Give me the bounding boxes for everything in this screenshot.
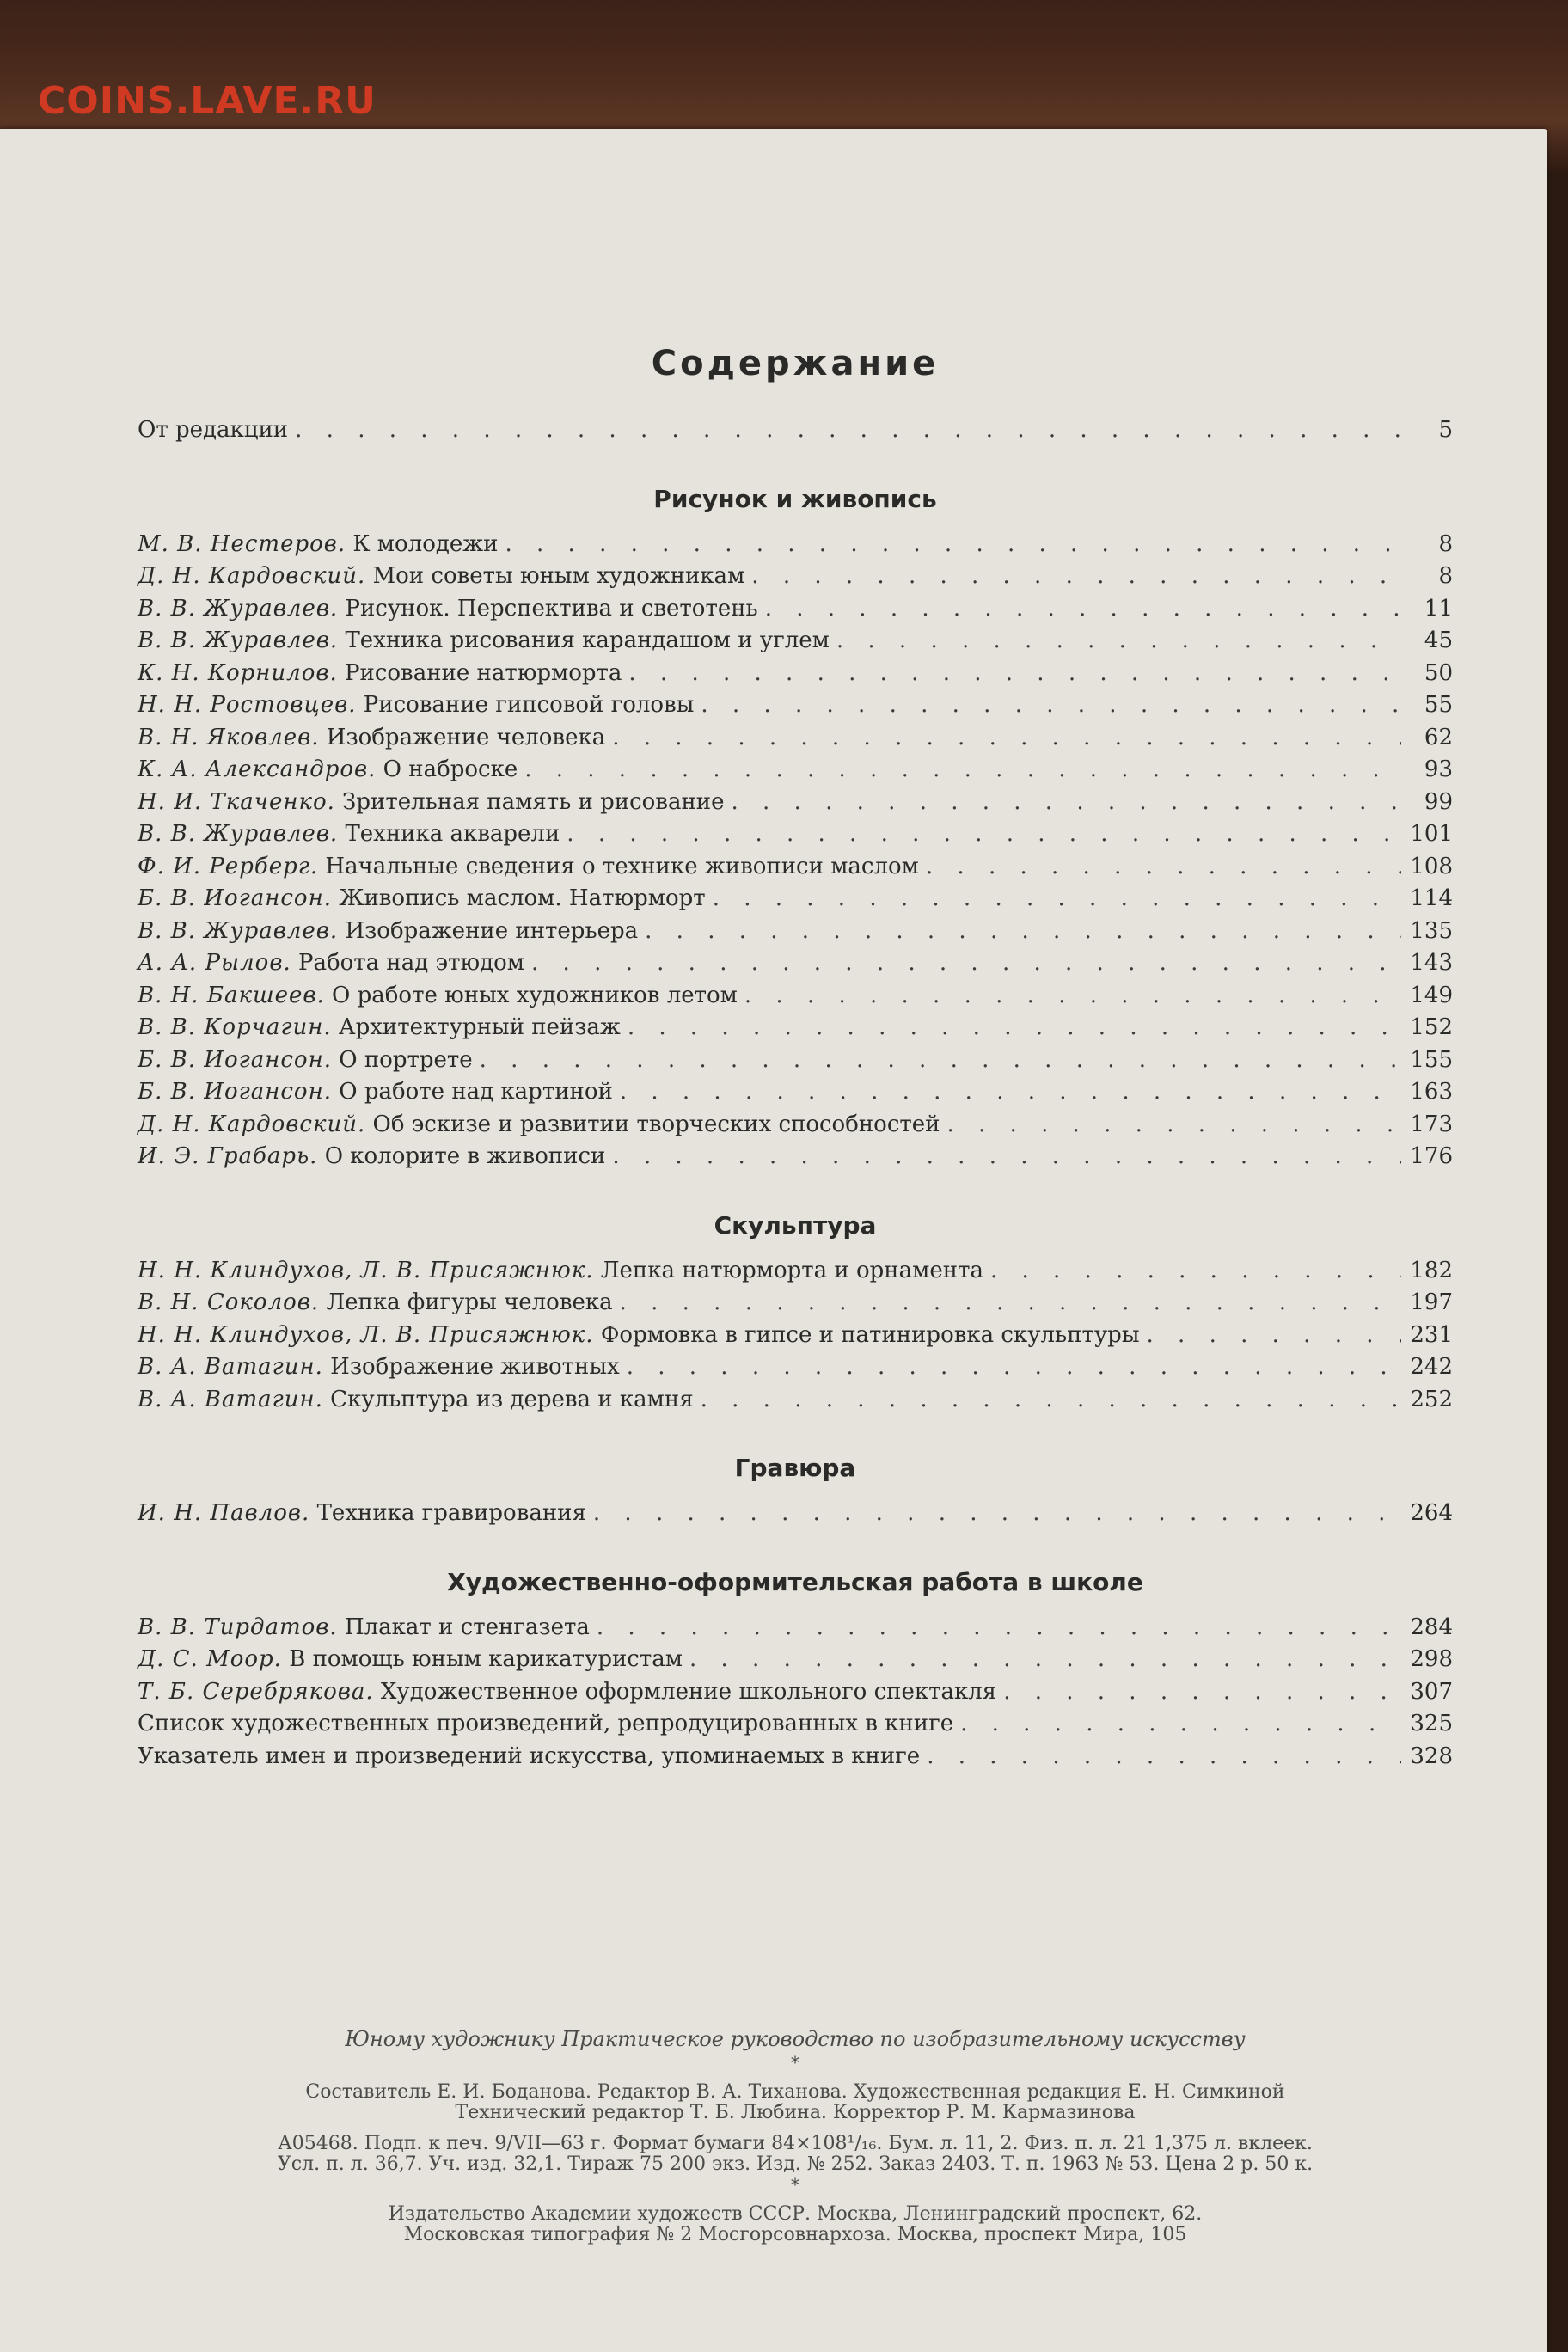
toc-entry <box>138 1498 1453 1530</box>
entry-page: 55 <box>1424 692 1453 718</box>
entry-author: Д. Н. Кардовский. <box>138 563 366 589</box>
toc-entry <box>138 1708 1453 1741</box>
entry-page: 135 <box>1410 917 1453 944</box>
entry-title: О работе юных художников летом <box>332 982 738 1008</box>
toc-entry <box>138 1076 1453 1109</box>
entry-page: 93 <box>1424 756 1453 782</box>
toc-entry <box>138 1676 1453 1709</box>
toc-entry <box>138 560 1453 593</box>
entry-title: Художественное оформление школьного спектакля <box>380 1678 997 1705</box>
entry-page: 143 <box>1410 950 1453 976</box>
dot-leader <box>751 560 1401 593</box>
toc-entry <box>138 529 1453 561</box>
entry-author: В. Н. Яковлев. <box>138 724 320 750</box>
book-title-line: Юному художнику Практическое руководство по изобразительному искусству <box>345 2027 1246 2051</box>
dot-leader <box>612 722 1401 755</box>
entry-page: 152 <box>1410 1014 1453 1040</box>
entry-author: И. Н. Павлов. <box>138 1500 310 1526</box>
entry-page: 231 <box>1410 1321 1453 1348</box>
entry-page: 11 <box>1424 595 1453 622</box>
entry-author: К. Н. Корнилов. <box>138 659 338 686</box>
toc-entry <box>138 1384 1453 1417</box>
entry-page: 173 <box>1410 1111 1453 1137</box>
toc-entry <box>138 980 1453 1013</box>
toc-entry <box>138 1351 1453 1384</box>
entry-author: Б. В. Иогансон. <box>138 1046 332 1073</box>
dot-leader <box>926 851 1401 884</box>
entry-author: В. В. Журавлев. <box>138 628 339 653</box>
section-title: Рисунок и живопись <box>653 484 937 513</box>
dot-leader <box>612 1141 1401 1173</box>
toc-entry <box>138 818 1453 851</box>
toc-entry <box>138 1044 1453 1077</box>
entry-author: В. В. Корчагин. <box>138 1014 332 1040</box>
dot-leader <box>505 529 1402 561</box>
toc-entry <box>138 1109 1453 1142</box>
entry-author: Б. В. Иогансон. <box>138 1079 332 1105</box>
entry-title: Изображение человека <box>326 724 606 750</box>
dot-leader <box>295 414 1401 447</box>
entry-title: Лепка натюрморта и орнамента <box>600 1257 983 1283</box>
entry-title: Формовка в гипсе и патинировка скульптуры <box>600 1321 1140 1348</box>
toc-entry <box>138 658 1453 690</box>
entry-page: 307 <box>1410 1678 1453 1705</box>
entry-page: 8 <box>1438 530 1453 557</box>
toc-entry <box>138 851 1453 884</box>
entry-title: Архитектурный пейзаж <box>338 1014 621 1040</box>
toc-entry <box>138 1141 1453 1173</box>
entry-author: Н. Н. Клиндухов, Л. В. Присяжнюк. <box>138 1321 594 1348</box>
dot-leader <box>620 1287 1401 1320</box>
entry-title: Скульптура из дерева и камня <box>330 1386 694 1412</box>
dot-leader <box>701 689 1401 722</box>
toc-entry <box>138 689 1453 722</box>
print-details-line: А05468. Подп. к печ. 9/VII—63 г. Формат бумаги 84×108¹/₁₆. Бум. л. 11, 2. Физ. п. л. 21 1,375 л. вклеек. <box>278 2133 1313 2154</box>
toc-entry <box>138 787 1453 819</box>
toc-entry-intro <box>138 414 1453 447</box>
entry-title: Техника гравирования <box>316 1500 586 1526</box>
entry-title: Начальные сведения о технике живописи маслом <box>325 853 919 879</box>
toc-entry <box>138 916 1453 948</box>
section-title: Художественно-оформительская работа в школе <box>447 1567 1143 1596</box>
entry-page: 325 <box>1410 1711 1453 1736</box>
entry-page: 284 <box>1410 1614 1453 1640</box>
entry-author: Н. И. Ткаченко. <box>138 788 335 815</box>
toc-entry <box>138 947 1453 980</box>
entry-author: В. А. Ватагин. <box>138 1386 323 1412</box>
toc-entry <box>138 1287 1453 1320</box>
entry-title: Зрительная память и рисование <box>342 788 725 815</box>
entry-title: Список художественных произведений, репродуцированных в книге <box>138 1711 954 1736</box>
entry-page: 101 <box>1410 821 1453 847</box>
dot-leader <box>836 625 1401 658</box>
dot-leader <box>627 1351 1401 1384</box>
publisher-line: Московская типография № 2 Мосгорсовнархоза. Москва, проспект Мира, 105 <box>403 2224 1187 2245</box>
dot-leader <box>524 754 1401 787</box>
dot-leader <box>927 1741 1401 1773</box>
toc-entry <box>138 754 1453 787</box>
entry-author: В. А. Ватагин. <box>138 1354 323 1380</box>
dot-leader <box>713 883 1401 916</box>
entry-title: Мои советы юным художникам <box>372 563 745 589</box>
separator-star: * <box>791 2052 799 2073</box>
entry-author: Н. Н. Клиндухов, Л. В. Присяжнюк. <box>138 1257 594 1283</box>
publisher-line: Издательство Академии художеств СССР. Москва, Ленинградский проспект, 62. <box>388 2203 1203 2225</box>
book-page <box>0 129 1547 2352</box>
watermark: COINS.LAVE.RU <box>38 79 377 123</box>
entry-title: Рисование натюрморта <box>345 659 622 686</box>
dot-leader <box>960 1708 1401 1741</box>
dot-leader <box>947 1109 1402 1142</box>
entry-title: О колорите в живописи <box>324 1143 606 1169</box>
dot-leader <box>701 1384 1401 1417</box>
entry-title: Указатель имен и произведений искусства, упоминаемых в книге <box>138 1743 921 1769</box>
entry-title: Живопись маслом. Натюрморт <box>339 885 706 911</box>
entry-title: Об эскизе и развитии творческих способностей <box>372 1111 940 1137</box>
entry-title: К молодежи <box>352 530 499 557</box>
entry-page: 328 <box>1410 1743 1453 1769</box>
table-of-contents <box>138 344 1453 1773</box>
entry-author: А. А. Рылов. <box>138 950 291 976</box>
entry-page: 5 <box>1438 417 1453 443</box>
toc-entry <box>138 1741 1453 1773</box>
staff-line: Составитель Е. И. Боданова. Редактор В. А. Тиханова. Художественная редакция Е. Н. Симкиной <box>305 2081 1285 2103</box>
section-title: Скульптура <box>714 1210 877 1240</box>
entry-title: О портрете <box>339 1046 473 1073</box>
dot-leader <box>480 1044 1401 1077</box>
entry-author: В. В. Журавлев. <box>138 917 339 944</box>
entry-author: М. В. Нестеров. <box>138 530 346 557</box>
entry-title: Изображение интерьера <box>345 917 639 944</box>
separator-star: * <box>791 2174 799 2195</box>
toc-entry <box>138 1320 1453 1352</box>
dot-leader <box>593 1498 1401 1530</box>
toc-entry <box>138 593 1453 626</box>
imprint <box>138 2029 1453 2245</box>
entry-title: Техника акварели <box>345 821 560 847</box>
entry-page: 50 <box>1424 659 1453 686</box>
entry-author: Ф. И. Рерберг. <box>138 853 319 879</box>
entry-page: 108 <box>1410 853 1453 879</box>
entry-title: Лепка фигуры человека <box>326 1289 613 1315</box>
entry-title: О работе над картиной <box>339 1079 613 1105</box>
entry-title: Рисунок. Перспектива и светотень <box>345 595 758 622</box>
dot-leader <box>765 593 1401 626</box>
toc-entry <box>138 625 1453 658</box>
section-title: Гравюра <box>734 1454 856 1482</box>
entry-page: 149 <box>1410 982 1453 1008</box>
entry-page: 264 <box>1410 1500 1453 1526</box>
toc-entry <box>138 1612 1453 1645</box>
entry-page: 242 <box>1410 1354 1453 1380</box>
entry-title: В помощь юным карикатуристам <box>289 1646 683 1672</box>
toc-entry <box>138 722 1453 755</box>
toc-entry <box>138 883 1453 916</box>
entry-page: 252 <box>1410 1386 1453 1412</box>
entry-author: Б. В. Иогансон. <box>138 885 332 911</box>
entry-page: 197 <box>1410 1289 1453 1315</box>
entry-author: Н. Н. Ростовцев. <box>138 692 357 718</box>
print-details-line: Усл. п. л. 36,7. Уч. изд. 32,1. Тираж 75 200 экз. Изд. № 252. Заказ 2403. Т. п. 1963 № 53. Цена 2 р. 50 к. <box>277 2153 1314 2175</box>
entry-page: 163 <box>1410 1079 1453 1105</box>
entry-author: К. А. Александров. <box>138 756 377 782</box>
dot-leader <box>531 947 1401 980</box>
entry-title: Изображение животных <box>330 1354 620 1380</box>
entry-page: 182 <box>1410 1257 1453 1283</box>
entry-author: Д. Н. Кардовский. <box>138 1111 366 1137</box>
dot-leader <box>597 1612 1401 1645</box>
entry-page: 8 <box>1438 563 1453 589</box>
entry-author: В. Н. Соколов. <box>138 1289 320 1315</box>
dot-leader <box>744 980 1401 1013</box>
entry-page: 99 <box>1424 788 1453 815</box>
toc-entry <box>138 1255 1453 1288</box>
entry-page: 62 <box>1424 724 1453 750</box>
entry-author: В. В. Журавлев. <box>138 821 339 847</box>
entry-author: Т. Б. Серебрякова. <box>138 1678 374 1705</box>
dot-leader <box>645 916 1401 948</box>
staff-line: Технический редактор Т. Б. Любина. Корректор Р. М. Кармазинова <box>455 2102 1136 2123</box>
dot-leader <box>628 658 1401 690</box>
dot-leader <box>620 1076 1401 1109</box>
dot-leader <box>1003 1676 1401 1709</box>
entry-title: О наброске <box>383 756 518 782</box>
entry-title: От редакции <box>138 417 289 443</box>
dot-leader <box>628 1012 1401 1044</box>
entry-title: Техника рисования карандашом и углем <box>345 628 830 653</box>
entry-author: В. В. Тирдатов. <box>138 1614 338 1640</box>
entry-author: В. Н. Бакшеев. <box>138 982 325 1008</box>
entry-author: И. Э. Грабарь. <box>138 1143 318 1169</box>
entry-page: 45 <box>1424 628 1453 653</box>
entry-page: 155 <box>1410 1046 1453 1073</box>
entry-title: Работа над этюдом <box>297 950 525 976</box>
dot-leader <box>567 818 1401 851</box>
entry-page: 298 <box>1410 1646 1453 1672</box>
entry-title: Плакат и стенгазета <box>344 1614 590 1640</box>
dot-leader <box>1147 1320 1401 1352</box>
entry-page: 176 <box>1410 1143 1453 1169</box>
entry-page: 114 <box>1410 885 1453 911</box>
entry-author: Д. С. Моор. <box>138 1646 282 1672</box>
toc-entry <box>138 1012 1453 1044</box>
entry-author: В. В. Журавлев. <box>138 595 339 622</box>
dot-leader <box>732 787 1401 819</box>
toc-entry <box>138 1644 1453 1676</box>
page-title: Содержание <box>651 344 940 383</box>
dot-leader <box>689 1644 1401 1676</box>
entry-title: Рисование гипсовой головы <box>363 692 695 718</box>
dot-leader <box>990 1255 1401 1288</box>
